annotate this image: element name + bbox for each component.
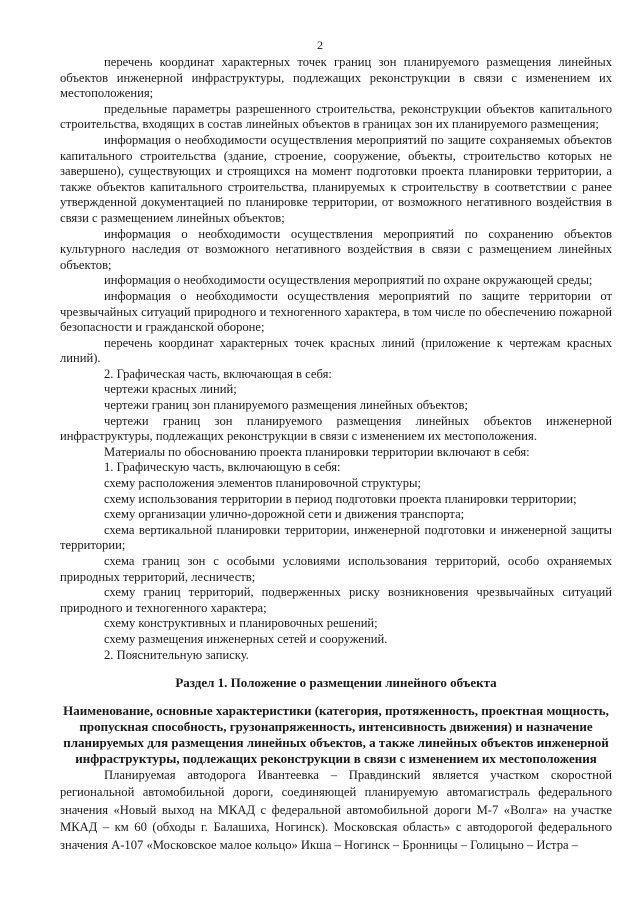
subheading: Наименование, основные характеристики (категория, протяженность, проектная мощность, пропускная способность, грузонапряженность, интенсивность движения) и назначение планируемых для размещения линейных объектов, а также линейных объектов инженерной инфраструктуры, подлежащих реконструкции в связи с изменением их местоположения	[63, 702, 609, 766]
paragraph: схему конструктивных и планировочных решений;	[104, 616, 378, 631]
paragraph: информация о необходимости осуществления мероприятий по защите сохраняемых объектов капитального строительства (здание, строение, сооружение, объекты, строительство которых не завершено), существующих и строящихся на момент подготовки проекта планировки территории, а также объектов капитального строительства, планируемых к строительству в соответствии с ранее утвержденной документацией по планировке территории, от возможного негативного воздействия в связи с размещением линейных объектов;	[60, 132, 612, 225]
paragraph: чертежи красных линий;	[104, 382, 237, 397]
paragraph: информация о необходимости осуществления мероприятий по защите территории от чрезвычайных ситуаций природного и техногенного характера, в том числе по обеспечению пожарной безопасности и гражданской обороне;	[60, 288, 612, 335]
paragraph: схему размещения инженерных сетей и сооружений.	[104, 631, 388, 646]
spacer	[60, 691, 612, 703]
paragraph: чертежи границ зон планируемого размещения линейных объектов инженерной инфраструктуры, подлежащих реконструкции в связи с изменением их местоположения.	[60, 413, 612, 444]
paragraph: информация о необходимости осуществления мероприятий по охране окружающей среды;	[104, 273, 593, 288]
paragraph: информация о необходимости осуществления мероприятий по сохранению объектов культурного наследия от возможного негативного воздействия в связи с размещением линейных объектов;	[60, 226, 612, 272]
paragraph: 2. Графическая часть, включающая в себя:	[104, 366, 332, 381]
paragraph: схему границ территорий, подверженных риску возникновения чрезвычайных ситуаций природного и техногенного характера;	[60, 585, 612, 615]
paragraph: схему использования территории в период подготовки проекта планировки территории;	[104, 491, 577, 506]
final-paragraph: Планируемая автодорога Ивантеевка – Правдинский является участком скоростной региональной автомобильной дороги, соединяющей планируемую автомагистраль федерального значения «Новый выход на МКАД с федеральной автомобильной дороги М-7 «Волга» на участке МКАД – км 60 (обходы г. Балашиха, Ногинск). Московская область» с автодорогой федерального значения А-107 «Московское малое кольцо» Икша – Ногинск – Бронницы – Голицыно – Истра –	[60, 767, 612, 852]
document-body	[60, 55, 612, 854]
paragraph: схему организации улично-дорожной сети и движения транспорта;	[104, 507, 465, 522]
paragraph: схема вертикальной планировки территории, инженерной подготовки и инженерной защиты территории;	[60, 522, 612, 553]
paragraph: перечень координат характерных точек границ зон планируемого размещения линейных объектов инженерной инфраструктуры, подлежащих реконструкции в связи с изменением их местоположения;	[60, 55, 612, 101]
paragraph: схема границ зон с особыми условиями использования территорий, особо охраняемых природных территорий, лесничеств;	[60, 554, 612, 584]
section-heading: Раздел 1. Положение о размещении линейного объекта	[175, 675, 497, 691]
paragraph: перечень координат характерных точек красных линий (приложение к чертежам красных линий).	[60, 335, 612, 366]
paragraph: чертежи границ зон планируемого размещения линейных объектов;	[104, 398, 468, 413]
paragraph: 1. Графическую часть, включающую в себя:	[104, 460, 341, 475]
paragraph: Материалы по обоснованию проекта планировки территории включают в себя:	[104, 444, 530, 459]
paragraph: 2. Пояснительную записку.	[104, 647, 249, 662]
paragraph: предельные параметры разрешенного строительства, реконструкции объектов капитального строительства, входящих в состав линейных объектов в границах зон их планируемого размещения;	[60, 101, 612, 132]
paragraph: схему расположения элементов планировочной структуры;	[104, 476, 421, 491]
spacer	[60, 663, 612, 675]
page-number: 2	[317, 38, 323, 52]
